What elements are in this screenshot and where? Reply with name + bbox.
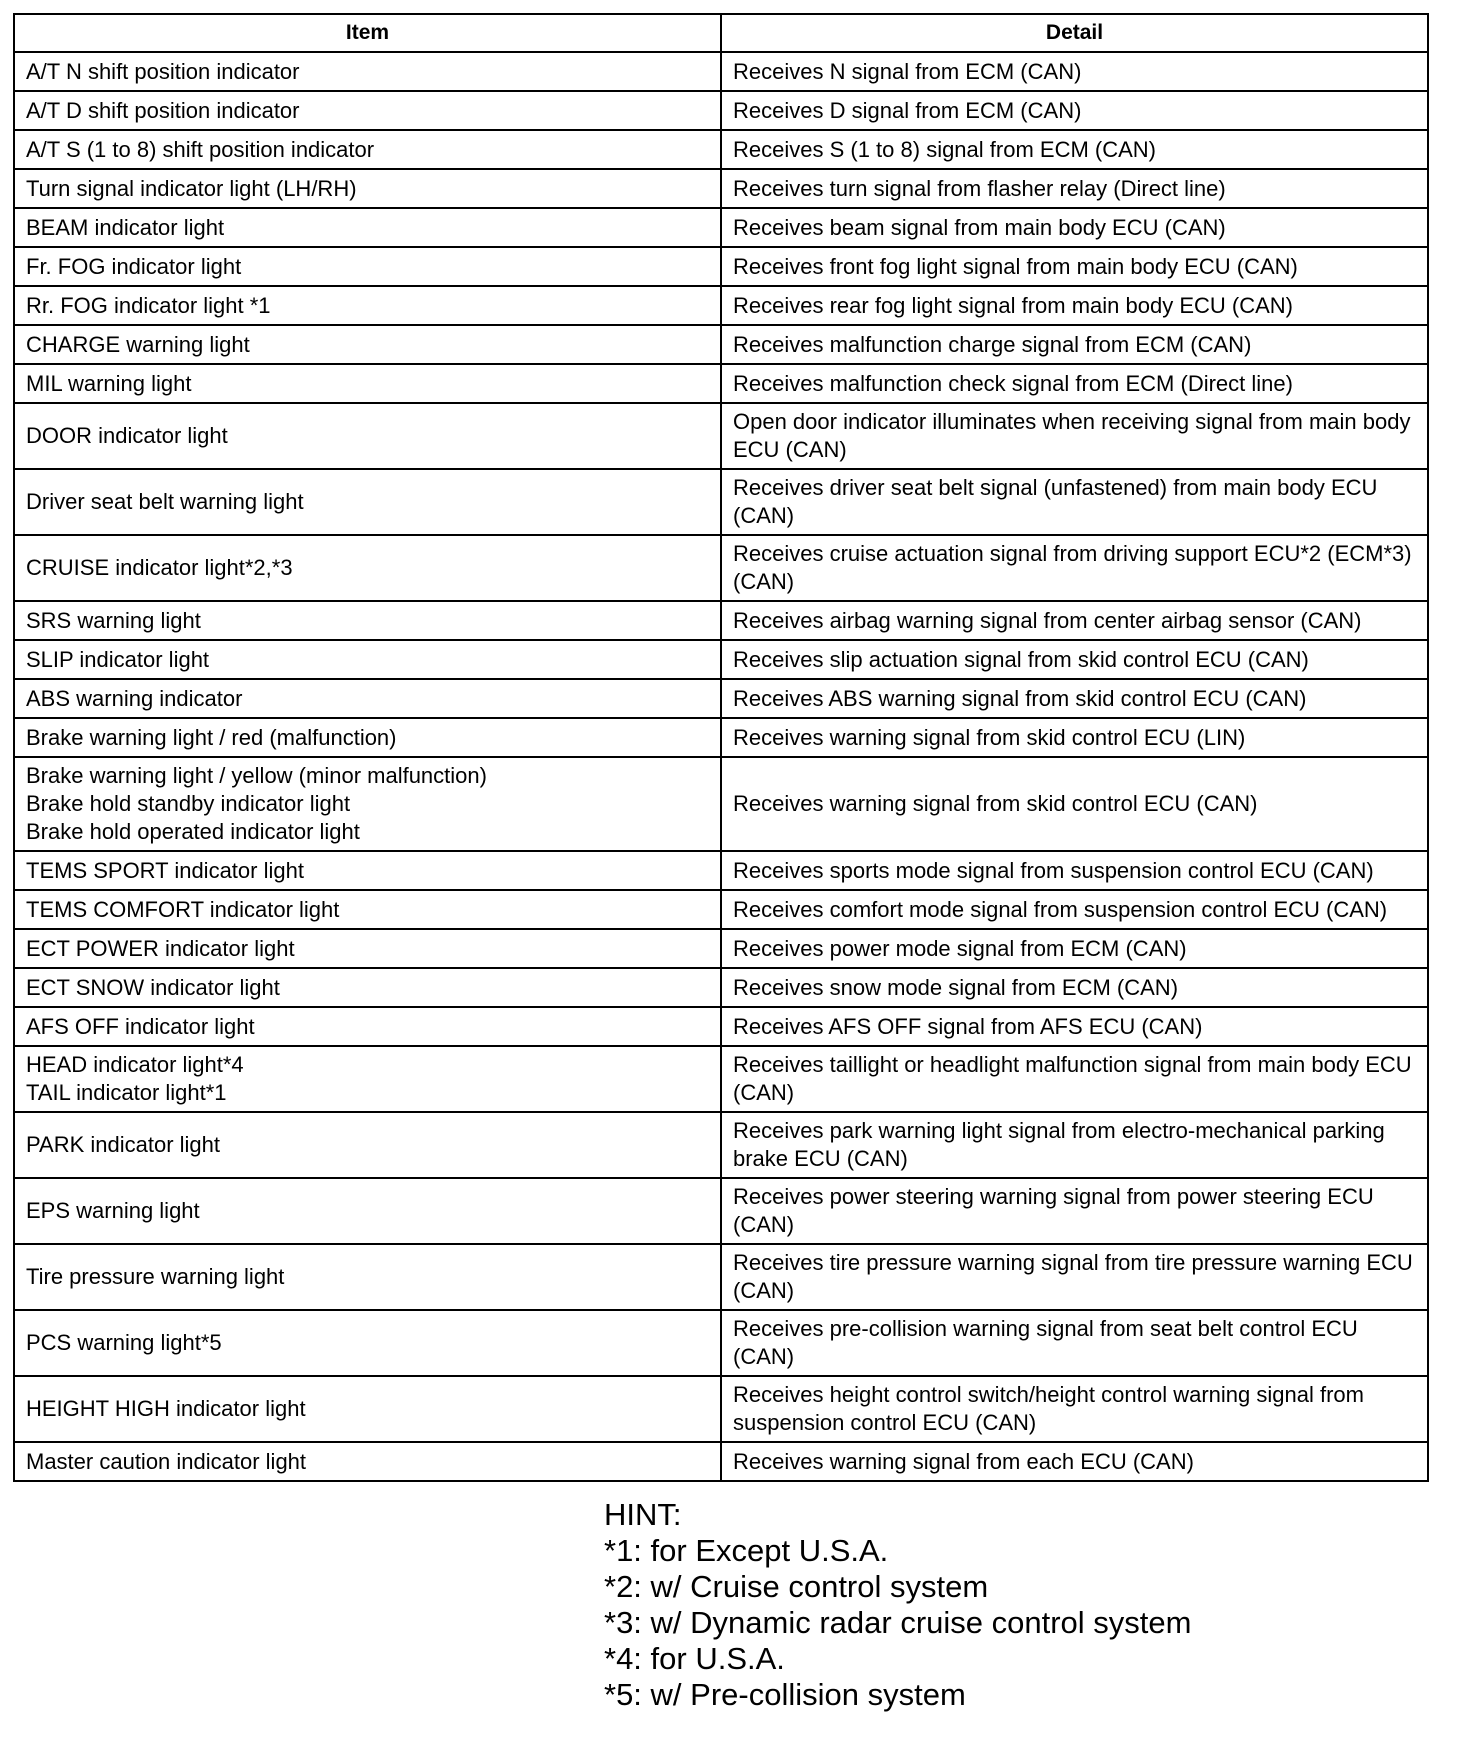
item-cell: AFS OFF indicator light (14, 1007, 721, 1046)
table-row (14, 52, 1428, 91)
detail-cell: Receives power steering warning signal from power steering ECU (CAN) (721, 1178, 1428, 1244)
detail-cell: Receives driver seat belt signal (unfastened) from main body ECU (CAN) (721, 469, 1428, 535)
table-row (14, 851, 1428, 890)
detail-cell: Receives N signal from ECM (CAN) (721, 52, 1428, 91)
detail-cell: Receives warning signal from each ECU (CAN) (721, 1442, 1428, 1481)
item-cell: Master caution indicator light (14, 1442, 721, 1481)
table-row (14, 208, 1428, 247)
item-cell: A/T D shift position indicator (14, 91, 721, 130)
detail-cell: Receives height control switch/height control warning signal from suspension control ECU (CAN) (721, 1376, 1428, 1442)
item-cell: Fr. FOG indicator light (14, 247, 721, 286)
detail-cell: Receives rear fog light signal from main body ECU (CAN) (721, 286, 1428, 325)
detail-cell: Open door indicator illuminates when receiving signal from main body ECU (CAN) (721, 403, 1428, 469)
table-row (14, 1310, 1428, 1376)
table-row (14, 890, 1428, 929)
detail-cell: Receives D signal from ECM (CAN) (721, 91, 1428, 130)
table-row (14, 403, 1428, 469)
column-header-item: Item (14, 14, 721, 52)
item-cell: CRUISE indicator light*2,*3 (14, 535, 721, 601)
item-cell: PCS warning light*5 (14, 1310, 721, 1376)
detail-cell: Receives ABS warning signal from skid control ECU (CAN) (721, 679, 1428, 718)
detail-cell: Receives pre-collision warning signal from seat belt control ECU (CAN) (721, 1310, 1428, 1376)
indicator-table (13, 13, 1429, 1482)
item-cell: SLIP indicator light (14, 640, 721, 679)
table-row (14, 1442, 1428, 1481)
hint-note: *5: w/ Pre-collision system (604, 1677, 966, 1712)
item-cell: ABS warning indicator (14, 679, 721, 718)
detail-cell: Receives warning signal from skid control ECU (LIN) (721, 718, 1428, 757)
table-row (14, 130, 1428, 169)
table-row (14, 601, 1428, 640)
table-header-row (14, 14, 1428, 52)
detail-cell: Receives airbag warning signal from center airbag sensor (CAN) (721, 601, 1428, 640)
item-cell: Tire pressure warning light (14, 1244, 721, 1310)
table-row (14, 757, 1428, 851)
item-cell: PARK indicator light (14, 1112, 721, 1178)
detail-cell: Receives cruise actuation signal from driving support ECU*2 (ECM*3) (CAN) (721, 535, 1428, 601)
detail-cell: Receives AFS OFF signal from AFS ECU (CAN) (721, 1007, 1428, 1046)
table-row (14, 1178, 1428, 1244)
detail-cell: Receives tire pressure warning signal from tire pressure warning ECU (CAN) (721, 1244, 1428, 1310)
detail-cell: Receives comfort mode signal from suspension control ECU (CAN) (721, 890, 1428, 929)
table-row (14, 718, 1428, 757)
item-cell: TEMS SPORT indicator light (14, 851, 721, 890)
table-row (14, 1007, 1428, 1046)
hint-note: *1: for Except U.S.A. (604, 1533, 889, 1568)
table-row (14, 1112, 1428, 1178)
item-cell: DOOR indicator light (14, 403, 721, 469)
table-row (14, 91, 1428, 130)
item-cell: BEAM indicator light (14, 208, 721, 247)
table-row (14, 679, 1428, 718)
detail-cell: Receives front fog light signal from main body ECU (CAN) (721, 247, 1428, 286)
item-cell: TEMS COMFORT indicator light (14, 890, 721, 929)
hint-note: *3: w/ Dynamic radar cruise control system (604, 1605, 1192, 1640)
item-cell: MIL warning light (14, 364, 721, 403)
table-row (14, 247, 1428, 286)
table-row (14, 968, 1428, 1007)
detail-cell: Receives warning signal from skid control ECU (CAN) (721, 757, 1428, 851)
item-cell: ECT POWER indicator light (14, 929, 721, 968)
column-header-detail: Detail (721, 14, 1428, 52)
item-cell: CHARGE warning light (14, 325, 721, 364)
detail-cell: Receives snow mode signal from ECM (CAN) (721, 968, 1428, 1007)
table-row (14, 1376, 1428, 1442)
item-cell: ECT SNOW indicator light (14, 968, 721, 1007)
detail-cell: Receives taillight or headlight malfunction signal from main body ECU (CAN) (721, 1046, 1428, 1112)
item-cell: EPS warning light (14, 1178, 721, 1244)
item-cell: A/T N shift position indicator (14, 52, 721, 91)
detail-cell: Receives malfunction check signal from ECM (Direct line) (721, 364, 1428, 403)
item-cell: A/T S (1 to 8) shift position indicator (14, 130, 721, 169)
detail-cell: Receives sports mode signal from suspension control ECU (CAN) (721, 851, 1428, 890)
detail-cell: Receives slip actuation signal from skid control ECU (CAN) (721, 640, 1428, 679)
table-row (14, 469, 1428, 535)
table-row (14, 325, 1428, 364)
table-row (14, 169, 1428, 208)
hint-note: *4: for U.S.A. (604, 1641, 785, 1676)
table-row (14, 535, 1428, 601)
table-row (14, 286, 1428, 325)
item-cell: HEIGHT HIGH indicator light (14, 1376, 721, 1442)
item-cell: Driver seat belt warning light (14, 469, 721, 535)
table-row (14, 1244, 1428, 1310)
item-cell: HEAD indicator light*4 TAIL indicator light*1 (14, 1046, 721, 1112)
detail-cell: Receives power mode signal from ECM (CAN) (721, 929, 1428, 968)
item-cell: Turn signal indicator light (LH/RH) (14, 169, 721, 208)
table-row (14, 1046, 1428, 1112)
table-row (14, 364, 1428, 403)
item-cell: SRS warning light (14, 601, 721, 640)
detail-cell: Receives beam signal from main body ECU (CAN) (721, 208, 1428, 247)
table-row (14, 640, 1428, 679)
hint-notes (604, 1497, 1191, 1713)
table-body (14, 52, 1428, 1481)
hint-title: HINT: (604, 1497, 682, 1532)
item-cell: Brake warning light / yellow (minor malfunction) Brake hold standby indicator light Brake hold operated indicator light (14, 757, 721, 851)
detail-cell: Receives malfunction charge signal from ECM (CAN) (721, 325, 1428, 364)
table-row (14, 929, 1428, 968)
item-cell: Brake warning light / red (malfunction) (14, 718, 721, 757)
item-cell: Rr. FOG indicator light *1 (14, 286, 721, 325)
detail-cell: Receives park warning light signal from electro-mechanical parking brake ECU (CAN) (721, 1112, 1428, 1178)
detail-cell: Receives S (1 to 8) signal from ECM (CAN) (721, 130, 1428, 169)
detail-cell: Receives turn signal from flasher relay (Direct line) (721, 169, 1428, 208)
hint-note: *2: w/ Cruise control system (604, 1569, 989, 1604)
